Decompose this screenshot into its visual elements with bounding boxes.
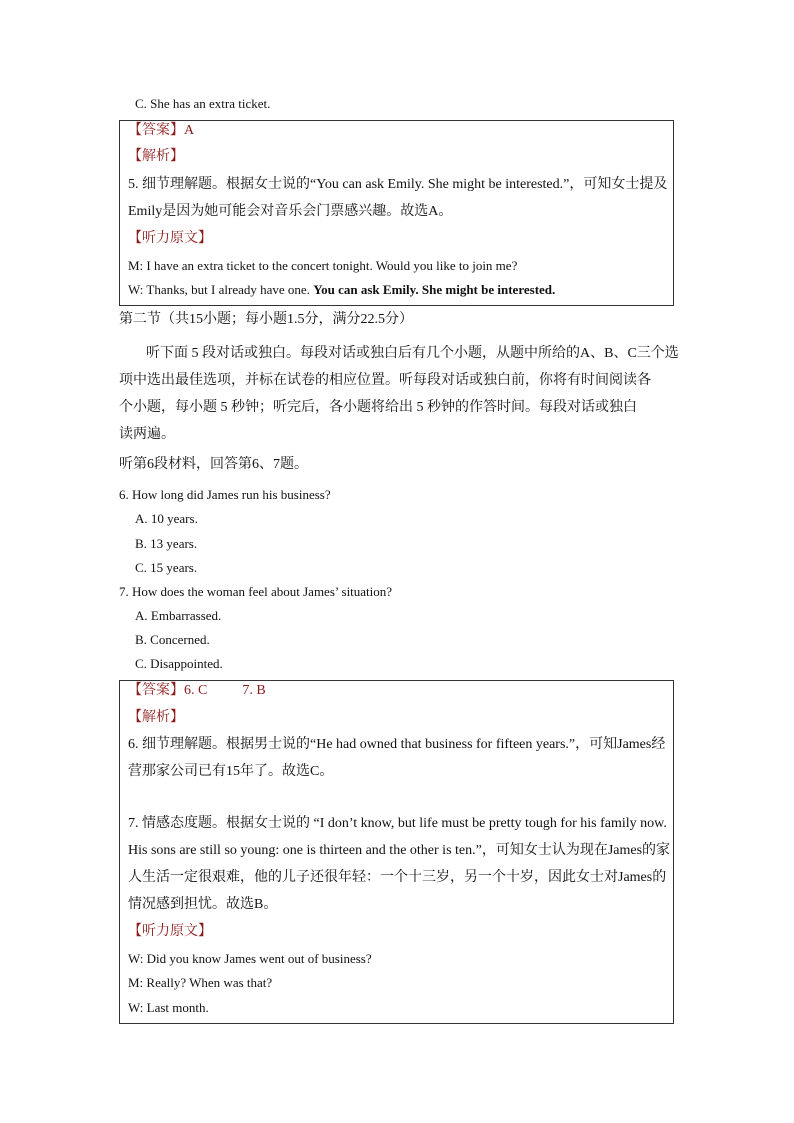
transcript-line-3: W: Last month. (128, 1000, 209, 1015)
transcript-tag: 【听力原文】 (128, 231, 212, 246)
answer-tag: 【答案】 (128, 683, 184, 698)
instr-line-4: 读两遍。 (119, 427, 175, 442)
transcript-m-line: M: I have an extra ticket to the concert tonight. Would you like to join me? (128, 258, 518, 273)
answer-label (128, 122, 194, 140)
question-7-option-c: C. Disappointed. (135, 656, 223, 671)
q6-analysis-line-1: 6. 细节理解题。根据男士说的“He had owned that business for fifteen years.”，可知James经 (128, 737, 666, 752)
q7-analysis-line-2: His sons are still so young: one is thirteen and the other is ten.”，可知女士认为现在James的家 (128, 843, 671, 858)
analysis-line-1: 5. 细节理解题。根据女士说的“You can ask Emily. She might be interested.”，可知女士提及 (128, 177, 668, 192)
transcript-w-bold: You can ask Emily. She might be interested. (313, 282, 556, 297)
instr-line-2: 项中选出最佳选项，并标在试卷的相应位置。听每段对话或独白前，你将有时间阅读各 (119, 373, 651, 388)
analysis-tag: 【解析】 (128, 710, 184, 725)
section-heading: 第二节（共15小题；每小题1.5分，满分22.5分） (119, 312, 413, 327)
material-note: 听第6段材料，回答第6、7题。 (119, 457, 308, 472)
instr-line-3: 个小题，每小题 5 秒钟；听完后，各小题将给出 5 秒钟的作答时间。每段对话或独白 (119, 400, 637, 415)
answer-tag: 【答案】 (128, 123, 184, 138)
question-7-option-b: B. Concerned. (135, 632, 210, 647)
question-6-option-b: B. 13 years. (135, 536, 198, 551)
answer-label (128, 682, 266, 700)
transcript-line-1: W: Did you know James went out of business? (128, 951, 372, 966)
q7-analysis-line-3: 人生活一定很艰难，他的儿子还很年轻：一个十三岁，另一个十岁，因此女士对James的 (128, 870, 667, 885)
question-6-stem: 6. How long did James run his business? (119, 487, 331, 502)
q6-analysis-line-2: 营那家公司已有15年了。故选C。 (128, 764, 334, 779)
option-c-prev: C. She has an extra ticket. (135, 96, 271, 111)
answer-value: 6. C 7. B (184, 683, 266, 698)
instr-line-1: 听下面 5 段对话或独白。每段对话或独白后有几个小题，从题中所给的A、B、C三个选 (146, 346, 679, 361)
transcript-w-line (128, 281, 555, 299)
question-6-option-a: A. 10 years. (135, 511, 198, 526)
analysis-tag: 【解析】 (128, 149, 184, 164)
answer-box-6-7 (119, 680, 674, 1024)
transcript-tag: 【听力原文】 (128, 924, 212, 939)
transcript-line-2: M: Really? When was that? (128, 975, 273, 990)
q7-analysis-line-4: 情况感到担忧。故选B。 (128, 897, 278, 912)
transcript-w-prefix: W: Thanks, but I already have one. (128, 282, 314, 297)
answer-value: A (184, 123, 195, 138)
answer-box-5 (119, 120, 674, 306)
question-6-option-c: C. 15 years. (135, 560, 198, 575)
q7-analysis-line-1: 7. 情感态度题。根据女士说的 “I don’t know, but life must be pretty tough for his family now. (128, 816, 667, 831)
analysis-line-2: Emily是因为她可能会对音乐会门票感兴趣。故选A。 (128, 204, 453, 219)
section-instructions (119, 340, 679, 448)
question-7-option-a: A. Embarrassed. (135, 608, 222, 623)
question-7-stem: 7. How does the woman feel about James’ situation? (119, 584, 393, 599)
